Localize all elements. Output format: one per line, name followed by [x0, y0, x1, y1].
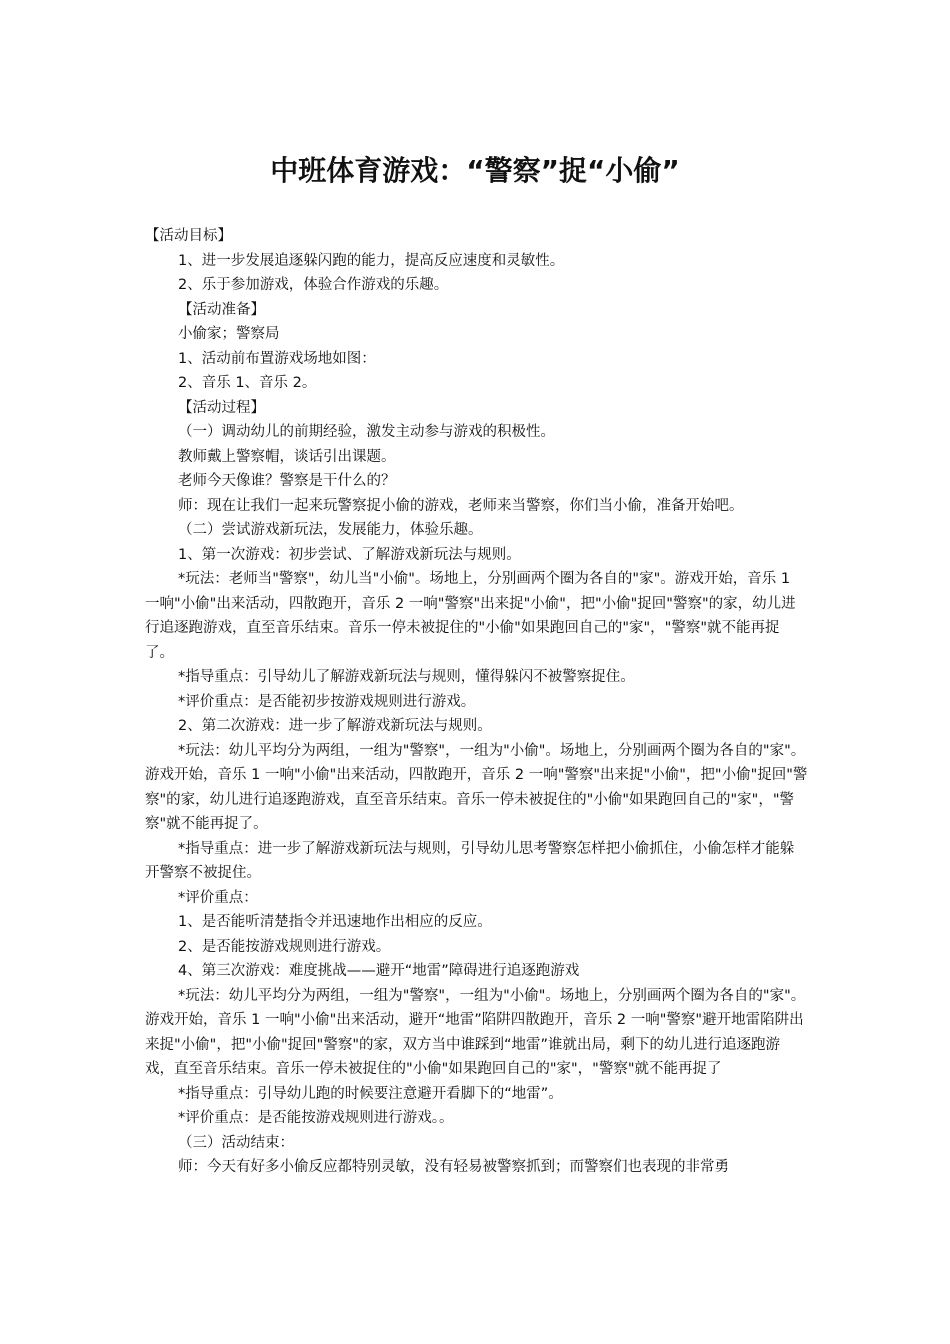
- paragraph: 2、音乐 1、音乐 2。: [178, 375, 317, 391]
- paragraph: 师：现在让我们一起来玩警察捉小偷的游戏，老师来当警察，你们当小偷，准备开始吧。: [178, 497, 744, 514]
- paragraph: *玩法：老师当"警察"，幼儿当"小偷"。场地上，分别画两个圈为各自的"家"。游戏开始，音乐 1 一响"小偷"出来活动，四散跑开，音乐 2 一响"警察"出来捉"小偷"，把"小偷"捉回"警察"的家，幼儿进行追逐跑游戏，直至音乐结束。音乐一停未被捉住的"小偷"如果跑回自己的"家"，"警察"就不能再捉了。: [145, 571, 796, 661]
- paragraph: *评价重点：: [178, 889, 258, 906]
- paragraph: *指导重点：进一步了解游戏新玩法与规则，引导幼儿思考警察怎样把小偷抓住，小偷怎样才能躲开警察不被捉住。: [145, 840, 795, 881]
- paragraph: 1、活动前布置游戏场地如图：: [178, 350, 376, 367]
- paragraph: 师：今天有好多小偷反应都特别灵敏，没有轻易被警察抓到；而警察们也表现的非常勇: [178, 1159, 729, 1175]
- paragraph: 2、乐于参加游戏，体验合作游戏的乐趣。: [178, 277, 449, 293]
- paragraph: 【活动准备】: [178, 301, 265, 318]
- paragraph: 小偷家；警察局: [178, 326, 280, 342]
- paragraph: 【活动过程】: [178, 399, 265, 416]
- paragraph: 教师戴上警察帽，谈话引出课题。: [178, 448, 396, 465]
- paragraph: 老师今天像谁？警察是干什么的？: [178, 473, 396, 489]
- paragraph: 4、第三次游戏：难度挑战——避开“地雷”障碍进行追逐跑游戏: [178, 963, 580, 979]
- paragraph: *玩法：幼儿平均分为两组，一组为"警察"，一组为"小偷"。场地上，分别画两个圈为各自的"家"。游戏开始，音乐 1 一响"小偷"出来活动，避开“地雷”陷阱四散跑开，音乐 2 一响"警察"避开地雷陷阱出来捉"小偷"，把"小偷"捉回"警察"的家，双方当中谁踩到“地雷”谁就出局，剩下的幼儿进行追逐跑游戏，直至音乐结束。音乐一停未被捉住的"小偷"如果跑回自己的"家"，"警察"就不能再捉了: [145, 987, 806, 1077]
- document-body: [145, 224, 808, 1180]
- paragraph: （二）尝试游戏新玩法，发展能力，体验乐趣。: [178, 522, 483, 538]
- paragraph: 1、进一步发展追逐躲闪跑的能力，提高反应速度和灵敏性。: [178, 252, 565, 269]
- page-title: 中班体育游戏：“警察”捉“小偷”: [270, 153, 680, 187]
- paragraph: *评价重点：是否能按游戏规则进行游戏。。: [178, 1110, 454, 1126]
- paragraph: *玩法：幼儿平均分为两组，一组为"警察"，一组为"小偷"。场地上，分别画两个圈为各自的"家"。游戏开始，音乐 1 一响"小偷"出来活动，四散跑开，音乐 2 一响"警察"出来捉"小偷"，把"小偷"捉回"警察"的家，幼儿进行追逐跑游戏，直至音乐结束。音乐一停未被捉住的"小偷"如果跑回自己的"家"，"警察"就不能再捉了。: [145, 742, 808, 832]
- paragraph: （一）调动幼儿的前期经验，激发主动参与游戏的积极性。: [178, 424, 555, 440]
- paragraph: 1、是否能听清楚指令并迅速地作出相应的反应。: [178, 914, 492, 930]
- paragraph: 1、第一次游戏：初步尝试、了解游戏新玩法与规则。: [178, 546, 521, 563]
- paragraph: 2、第二次游戏：进一步了解游戏新玩法与规则。: [178, 718, 492, 734]
- paragraph: *评价重点：是否能初步按游戏规则进行游戏。: [178, 693, 476, 710]
- paragraph: *指导重点：引导幼儿跑的时候要注意避开看脚下的“地雷”。: [178, 1085, 563, 1102]
- paragraph: 2、是否能按游戏规则进行游戏。: [178, 938, 391, 955]
- paragraph: 【活动目标】: [145, 228, 232, 244]
- paragraph: *指导重点：引导幼儿了解游戏新玩法与规则，懂得躲闪不被警察捉住。: [178, 669, 635, 685]
- paragraph: （三）活动结束：: [178, 1134, 294, 1151]
